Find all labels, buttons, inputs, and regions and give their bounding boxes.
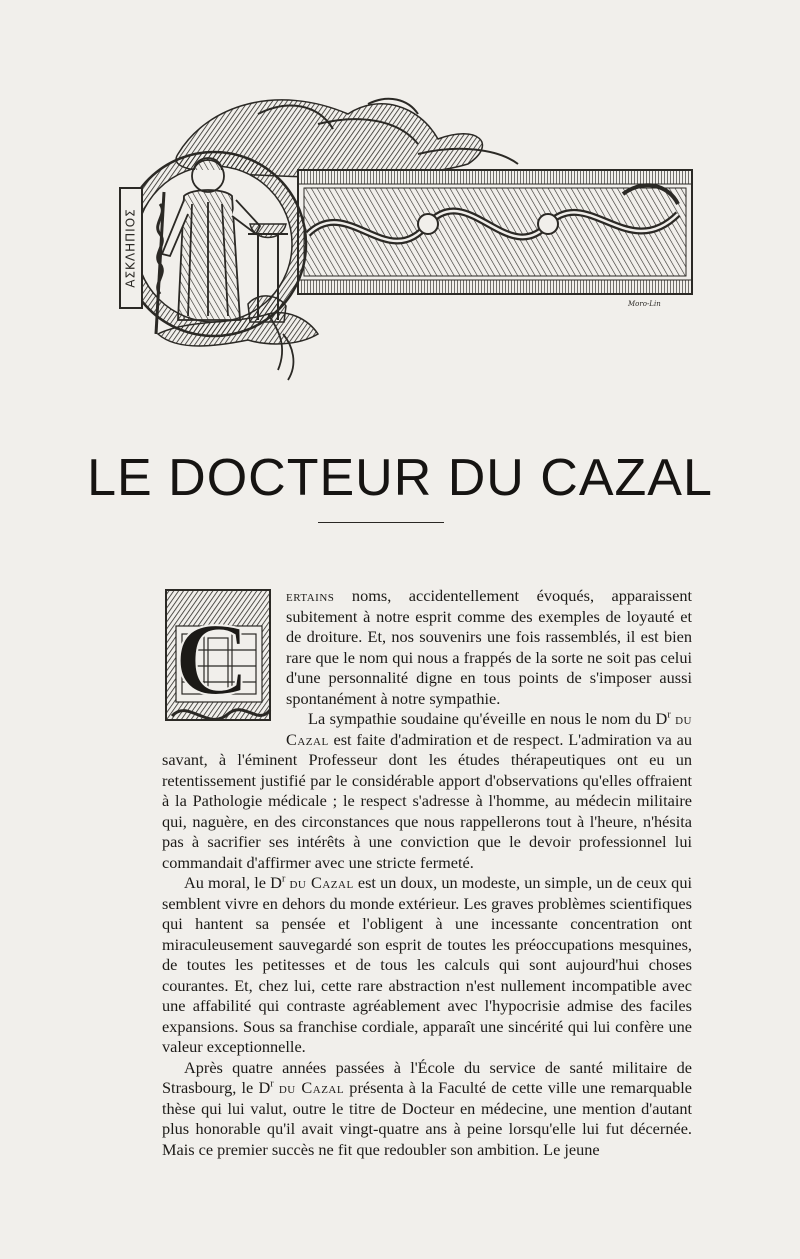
person-name: du Cazal — [289, 873, 354, 892]
article-body — [162, 586, 692, 1160]
person-name: du Cazal — [278, 1078, 345, 1097]
paragraph-text: est faite d'admiration et de respect. L'admiration va au savant, à l'éminent Professeur dont les études thérapeutiques ont eu un retentissement justifié par le considérable apport d'observations qu'elles offraient à la Pathologie médicale ; le respect s'adresse à l'homme, au médecin militaire qui, naguère, en des circonstances que nous rappellerons tout à l'heure, n'hésita pas à sacrifier ses intérêts à une conviction que le devoir professionnel lui commandait d'affirmer avec une stricte fermeté. — [162, 729, 692, 872]
paragraph-text: Après quatre années passées à l'École du service de santé militaire de Strasbourg, le D — [162, 1057, 692, 1097]
title-divider — [318, 522, 444, 523]
decorative-banner-engraving — [118, 84, 698, 384]
paragraph-3 — [162, 873, 692, 1058]
paragraph-text: présenta à la Faculté de cette ville une remarquable thèse qui lui valut, outre le titre de Docteur en médecine, une mention d'autant plus honorable qu'il avait vingt-quatre ans à peine lorsqu'elle lui fut décernée. Mais ce premier succès ne fit que redoubler son ambition. Le jeune — [162, 1078, 692, 1159]
paragraph-text: La sympathie soudaine qu'éveille en nous le nom du D — [308, 709, 668, 728]
paragraph-text: est un doux, un modeste, un simple, un de ceux qui semblent vivre en dehors du monde extérieur. Les graves problèmes scientifiques qui hantent sa pensée et l'obligent à une incessante concentration ont miraculeusement sauvegardé son esprit de toutes les préoccupations mesquines, de toutes les petitesses et de tous les calculs qui sont aujourd'hui choses courantes. Et, chez lui, cette rare abstraction n'est nullement incompatible avec une affabilité qui contraste agréablement avec l'hypocrisie admise des faciles expansions. Sous sa franchise cordiale, apparaît une sincérité qui lui confère une valeur exceptionnelle. — [162, 873, 692, 1056]
page-title: LE DOCTEUR DU CAZAL — [87, 449, 713, 507]
dropcap-letter: C — [174, 602, 250, 717]
person-name: du Cazal — [286, 709, 692, 749]
ornamental-dropcap — [162, 586, 280, 734]
paragraph-text: noms, accidentellement évoqués, apparaissent subitement à notre esprit comme des exemples de loyauté et de droiture. Et, nos souvenirs une fois rassemblés, il est bien rare que le nom qui nous a frappés de la sorte ne soit pas celui d'une personnalité digne en tous points de s'imposer aussi spontanément à notre sympathie. — [286, 586, 692, 708]
superscript: r — [281, 873, 286, 885]
superscript: r — [667, 709, 671, 721]
superscript: r — [270, 1078, 274, 1090]
paragraph-4 — [162, 1058, 692, 1161]
opening-word: ertains — [286, 586, 335, 605]
engraver-signature: Moro-Lin — [628, 300, 661, 308]
asklepios-inscription: ΑΣΚΛΗΠΙΟΣ — [123, 208, 138, 288]
paragraph-text: Au moral, le D — [184, 873, 282, 892]
